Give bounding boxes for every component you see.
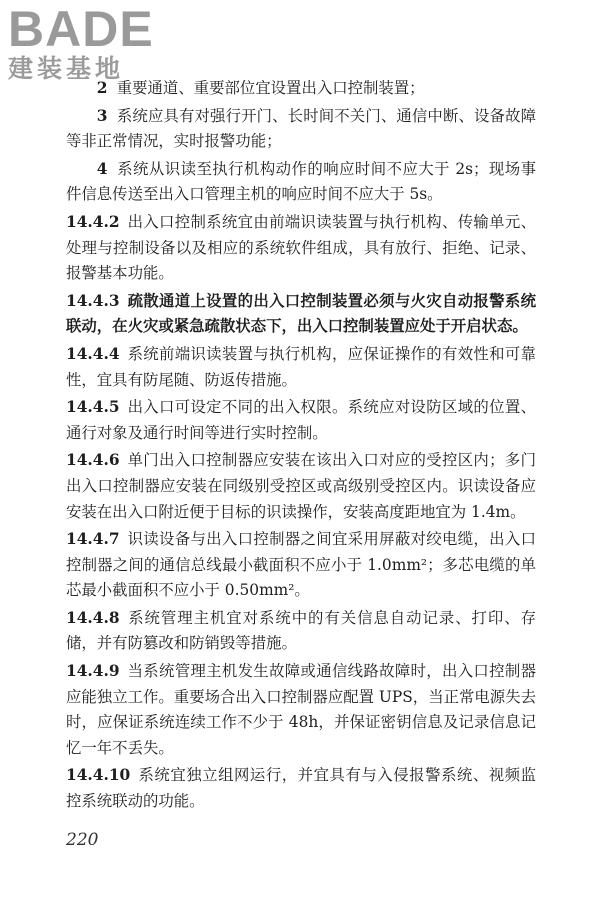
item-text: 重要通道、重要部位宜设置出入口控制装置； (116, 79, 425, 97)
clause-number: 14.4.7 (66, 530, 120, 549)
watermark-subtitle: 建装基地 (8, 54, 125, 83)
item-number: 3 (96, 106, 108, 125)
clause-text: 识读设备与出入口控制器之间宜采用屏蔽对绞电缆，出入口控制器之间的通信总线最小截面积不应小于 1.0mm²；多芯电缆的单芯最小截面积不应小于 0.50mm²。 (66, 530, 536, 600)
clause-number: 14.4.6 (66, 451, 120, 470)
list-item (66, 104, 536, 155)
clause-text: 疏散通道上设置的出入口控制装置必须与火灾自动报警系统联动，在火灾或紧急疏散状态下，出入口控制装置应处于开启状态。 (66, 291, 536, 336)
clause-number: 14.4.2 (66, 212, 120, 231)
clause-14-4-7 (66, 527, 536, 604)
watermark-logo (8, 1, 178, 84)
clause-14-4-4 (66, 342, 536, 393)
clause-text: 单门出入口控制器应安装在该出入口对应的受控区内；多门出入口控制器应安装在同级别受控区或高级别受控区内。识读设备应安装在出入口附近便于目标的识读操作，安装高度距地宜为 1.4m。 (66, 451, 536, 521)
item-text: 系统应具有对强行开门、长时间不关门、通信中断、设备故障等非正常情况，实时报警功能； (66, 106, 536, 151)
clause-number: 14.4.5 (66, 398, 120, 417)
list-item (66, 157, 536, 208)
clause-number: 14.4.4 (66, 344, 120, 363)
item-text: 系统从识读至执行机构动作的响应时间不应大于 2s；现场事件信息传送至出入口管理主机的响应时间不应大于 5s。 (66, 159, 536, 204)
item-number: 2 (96, 79, 108, 97)
document-body (66, 76, 536, 817)
clause-14-4-10 (66, 763, 536, 814)
clause-14-4-2 (66, 210, 536, 287)
clause-14-4-8 (66, 606, 536, 657)
list-item (66, 76, 536, 102)
clause-14-4-3 (66, 289, 536, 340)
clause-text: 系统宜独立组网运行，并宜具有与入侵报警系统、视频监控系统联动的功能。 (66, 766, 536, 811)
clause-number: 14.4.8 (66, 608, 120, 627)
clause-number: 14.4.3 (66, 291, 120, 310)
page-number: 220 (66, 830, 99, 850)
clause-14-4-5 (66, 395, 536, 446)
clause-text: 当系统管理主机发生故障或通信线路故障时，出入口控制器应能独立工作。重要场合出入口控制器应配置 UPS，当正常电源失去时，应保证系统连续工作不少于 48h，并保证密钥信息及记录信息记忆一年不丢失。 (66, 662, 536, 757)
clause-text: 出入口可设定不同的出入权限。系统应对设防区域的位置、通行对象及通行时间等进行实时控制。 (66, 398, 536, 442)
clause-14-4-6 (66, 448, 536, 525)
clause-text: 出入口控制系统宜由前端识读装置与执行机构、传输单元、处理与控制设备以及相应的系统软件组成，具有放行、拒绝、记录、报警基本功能。 (66, 212, 536, 283)
clause-number: 14.4.10 (66, 766, 131, 785)
clause-14-4-9 (66, 659, 536, 761)
watermark-brand: BADE (8, 1, 154, 57)
clause-text: 系统前端识读装置与执行机构，应保证操作的有效性和可靠性，宜具有防尾随、防返传措施。 (66, 344, 536, 389)
clause-number: 14.4.9 (66, 662, 120, 681)
clause-text: 系统管理主机宜对系统中的有关信息自动记录、打印、存储，并有防篡改和防销毁等措施。 (66, 608, 536, 653)
item-number: 4 (96, 159, 108, 178)
